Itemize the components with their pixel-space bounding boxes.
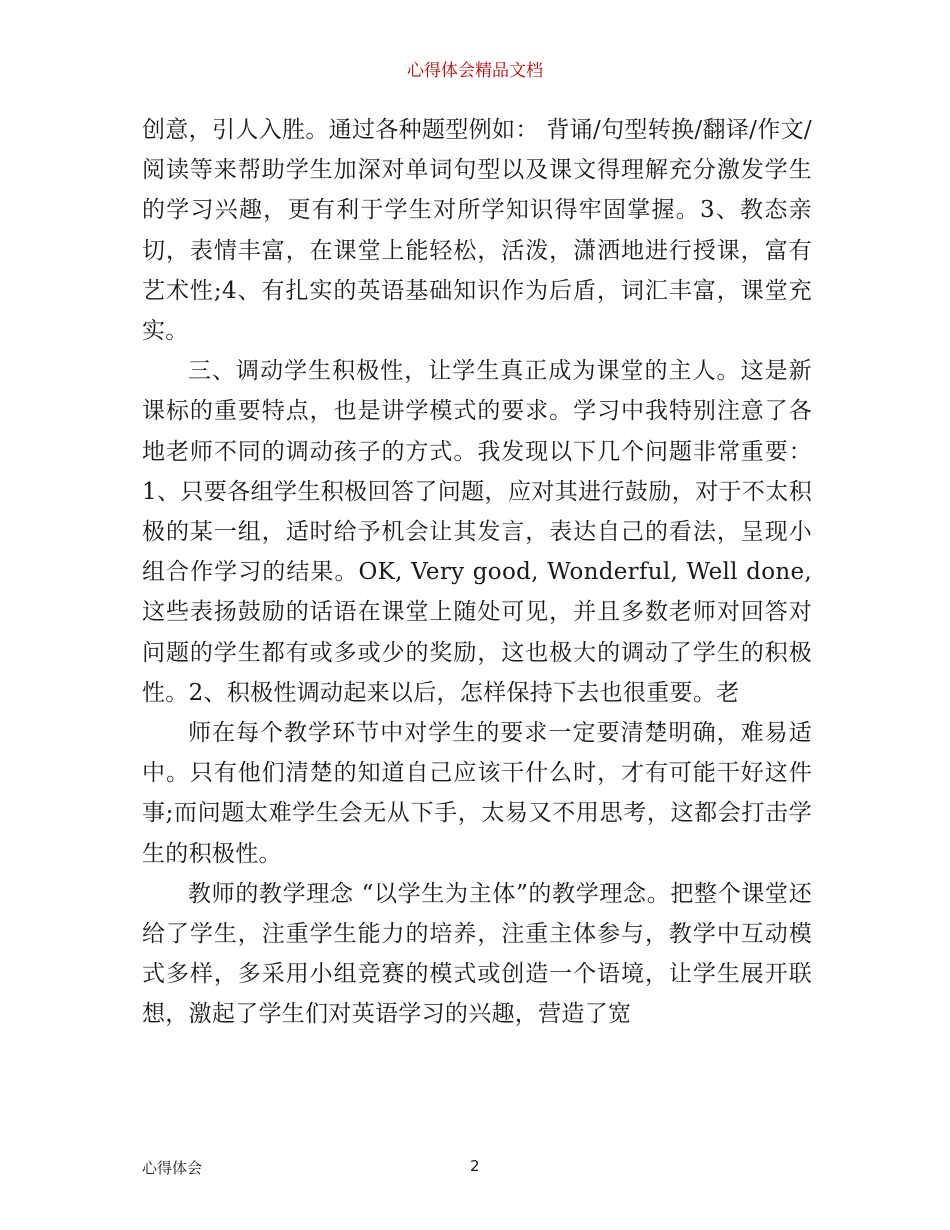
paragraph-1: 创意，引人入胜。通过各种题型例如： 背诵/句型转换/翻译/作文/阅读等来帮助学生加深对单词句型以及课文得理解充分激发学生的学习兴趣，更有利于学生对所学知识得牢固掌握。3、教态亲切，表情丰富，在课堂上能轻松，活泼，潇洒地进行授课，富有艺术性;4、有扎实的英语基础知识作为后盾，词汇丰富，课堂充实。 — [142, 117, 812, 345]
document-body — [142, 110, 812, 1035]
page-header-title: 心得体会精品文档 — [407, 61, 543, 81]
page-number: 2 — [470, 1157, 480, 1175]
page-footer — [0, 1157, 950, 1181]
footer-label: 心得体会 — [142, 1159, 203, 1177]
paragraph-2: 三、调动学生积极性，让学生真正成为课堂的主人。这是新课标的重要特点，也是讲学模式的要求。学习中我特别注意了各地老师不同的调动孩子的方式。我发现以下几个问题非常重要：1、只要各组学生积极回答了问题，应对其进行鼓励，对于不太积极的某一组，适时给予机会让其发言，表达自己的看法，呈现小组合作学习的结果。OK, Very good, Wonderful, Well done,这些表扬鼓励的话语在课堂上随处可见，并且多数老师对回答对问题的学生都有或多或少的奖励，这也极大的调动了学生的积极性。2、积极性调动起来以后，怎样保持下去也很重要。老 — [142, 358, 812, 706]
paragraph-3: 师在每个教学环节中对学生的要求一定要清楚明确，难易适中。只有他们清楚的知道自己应该干什么时，才有可能干好这件事;而问题太难学生会无从下手，太易又不用思考，这都会打击学生的积极性。 — [142, 720, 812, 867]
paragraph-4: 教师的教学理念 “以学生为主体”的教学理念。把整个课堂还给了学生，注重学生能力的培养，注重主体参与，教学中互动模式多样，多采用小组竞赛的模式或创造一个语境，让学生展开联想，激起了学生们对英语学习的兴趣，营造了宽 — [142, 880, 812, 1028]
